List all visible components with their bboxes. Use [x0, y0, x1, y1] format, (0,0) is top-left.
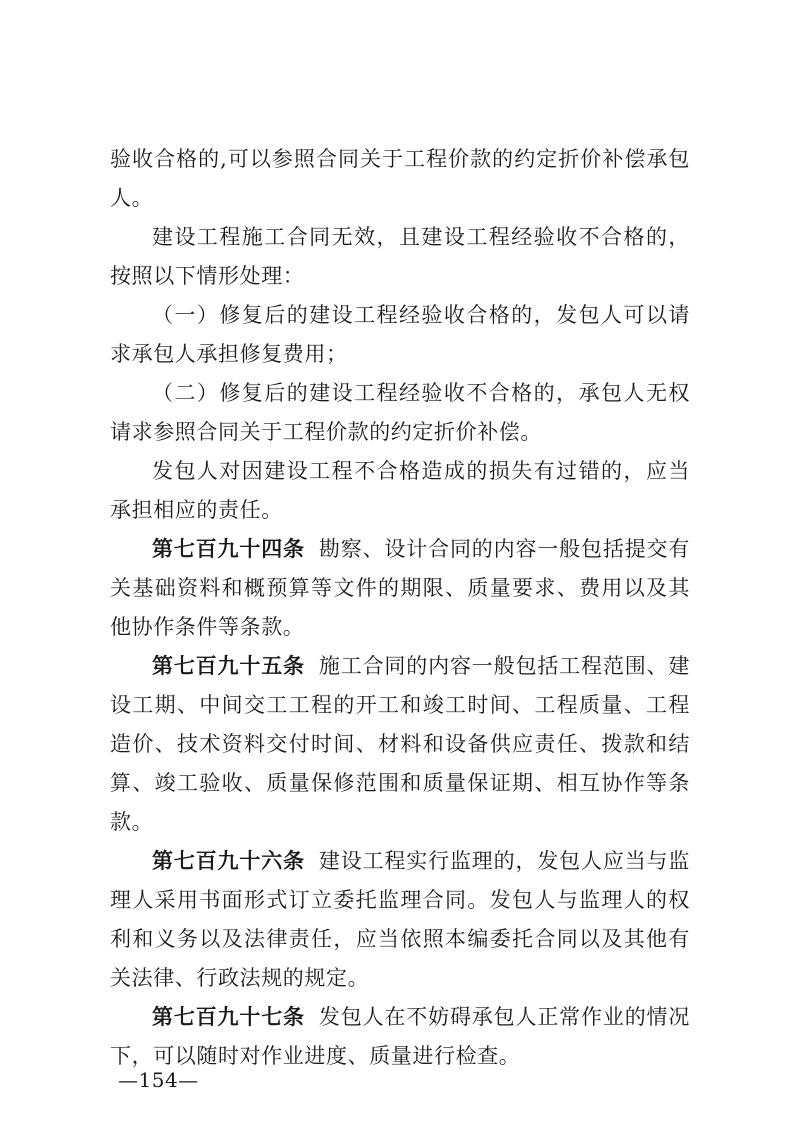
list-item-paragraph [110, 374, 690, 452]
paragraph-text: （一）修复后的建设工程经验收合格的，发包人可以请求承包人承担修复费用； [110, 303, 690, 366]
paragraph [110, 452, 690, 530]
article-text: 勘察、设计合同的内容一般包括提交有关基础资料和概预算等文件的期限、质量要求、费用以及其他协作条件等条款。 [110, 537, 690, 639]
article-paragraph [110, 842, 690, 998]
paragraph-text: 发包人对因建设工程不合格造成的损失有过错的，应当承担相应的责任。 [110, 459, 690, 522]
article-text: 发包人在不妨碍承包人正常作业的情况下，可以随时对作业进度、质量进行检查。 [110, 1005, 690, 1068]
paragraph-text: （二）修复后的建设工程经验收不合格的，承包人无权请求参照合同关于工程价款的约定折价补偿。 [110, 381, 690, 444]
article-text: 建设工程实行监理的，发包人应当与监理人采用书面形式订立委托监理合同。发包人与监理人的权利和义务以及法律责任，应当依照本编委托合同以及其他有关法律、行政法规的规定。 [110, 849, 690, 990]
paragraph-text: 建设工程施工合同无效，且建设工程经验收不合格的，按照以下情形处理： [110, 225, 690, 288]
page-number: —154— [118, 1068, 199, 1092]
list-item-paragraph [110, 296, 690, 374]
paragraph-text: 验收合格的,可以参照合同关于工程价款的约定折价补偿承包人。 [110, 147, 690, 210]
article-paragraph [110, 530, 690, 647]
article-text: 施工合同的内容一般包括工程范围、建设工期、中间交工工程的开工和竣工时间、工程质量、工程造价、技术资料交付时间、材料和设备供应责任、拨款和结算、竣工验收、质量保修范围和质量保证期、相互协作等条款。 [110, 654, 690, 834]
article-paragraph [110, 647, 690, 842]
article-number: 第七百九十五条 [152, 654, 305, 678]
article-number: 第七百九十七条 [152, 1005, 305, 1029]
paragraph-continuation [110, 140, 690, 218]
document-body [110, 140, 690, 1076]
article-paragraph [110, 998, 690, 1076]
article-number: 第七百九十六条 [152, 849, 305, 873]
paragraph [110, 218, 690, 296]
article-number: 第七百九十四条 [152, 537, 305, 561]
